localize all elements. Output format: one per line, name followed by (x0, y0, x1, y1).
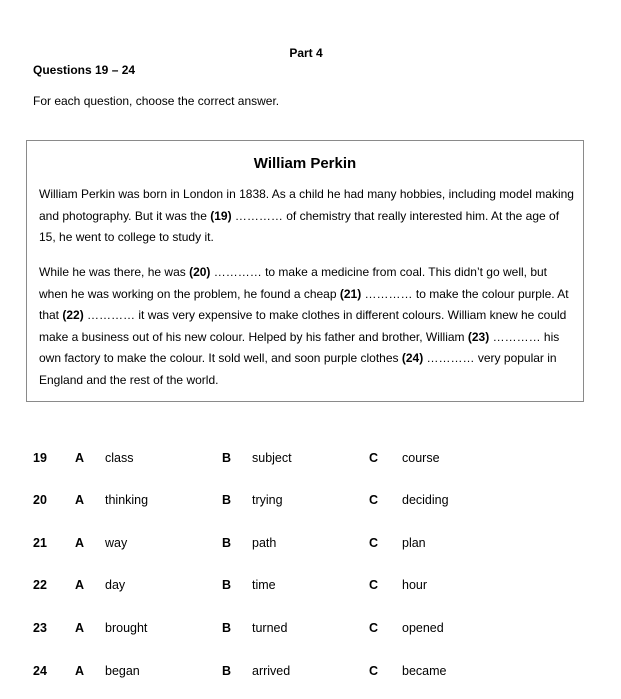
option-a[interactable]: class (105, 451, 134, 465)
option-c-letter: C (369, 536, 379, 550)
gap-20-number: (20) (189, 265, 211, 279)
option-a-letter: A (75, 493, 85, 507)
question-row-22 (0, 578, 621, 594)
passage-paragraph-1 (39, 184, 579, 249)
option-b[interactable]: path (252, 536, 277, 550)
option-b-letter: B (222, 664, 232, 678)
option-c[interactable]: became (402, 664, 447, 678)
option-b[interactable]: subject (252, 451, 292, 465)
option-c[interactable]: plan (402, 536, 426, 550)
option-a[interactable]: day (105, 578, 126, 592)
option-a[interactable]: thinking (105, 493, 149, 507)
questions-range: Questions 19 – 24 (33, 63, 136, 77)
option-a-letter: A (75, 536, 85, 550)
option-c[interactable]: opened (402, 621, 444, 635)
option-b[interactable]: trying (252, 493, 283, 507)
option-c[interactable]: hour (402, 578, 428, 592)
question-number: 23 (33, 621, 47, 635)
option-b-letter: B (222, 493, 232, 507)
option-a-letter: A (75, 578, 85, 592)
part-title: Part 4 (289, 46, 323, 60)
option-b-letter: B (222, 451, 232, 465)
option-c-letter: C (369, 578, 379, 592)
option-c-letter: C (369, 451, 379, 465)
paragraph-text: William Perkin was born in London in 1838. As a child he had many hobbies, including model making and photography. But it was the (39, 187, 574, 223)
question-number: 21 (33, 536, 47, 550)
gap-19-number: (19) (210, 208, 232, 223)
option-a-letter: A (75, 621, 85, 635)
option-b[interactable]: turned (252, 621, 288, 635)
gap-23-number: (23) (467, 329, 490, 344)
passage-box (26, 140, 584, 402)
paragraph-text: ………… to make a medicine from coal. This didn’t go well, but when he was working on the problem, he found a cheap (39, 265, 548, 301)
option-b[interactable]: arrived (252, 664, 291, 678)
option-c-letter: C (369, 621, 379, 635)
question-number: 19 (33, 451, 47, 465)
option-b-letter: B (222, 578, 232, 592)
gap-22-number: (22) (62, 308, 84, 322)
paragraph-text: ………… his own factory to make the colour. It sold well, and soon purple clothes (39, 329, 560, 365)
paragraph-text: ………… to make the colour purple. At that (39, 286, 569, 322)
option-c[interactable]: course (402, 451, 440, 465)
option-a-letter: A (75, 664, 85, 678)
option-c-letter: C (369, 493, 379, 507)
question-number: 24 (33, 664, 47, 678)
question-row-24 (0, 664, 621, 680)
gap-21-number: (21) (339, 286, 362, 301)
question-row-21 (0, 536, 621, 552)
question-row-19 (0, 451, 621, 467)
question-number: 22 (33, 578, 47, 592)
option-a[interactable]: brought (105, 621, 148, 635)
passage-paragraph-2 (39, 262, 579, 391)
option-b[interactable]: time (252, 578, 276, 592)
question-number: 20 (33, 493, 47, 507)
paragraph-text: ………… of chemistry that really interested him. At the age of 15, he went to college to study it. (39, 208, 560, 244)
option-a[interactable]: way (105, 536, 128, 550)
gap-24-number: (24) (401, 351, 424, 365)
option-a[interactable]: began (105, 664, 140, 678)
passage-title: William Perkin (253, 155, 357, 172)
paragraph-text: While he was there, he was (39, 265, 190, 279)
option-c-letter: C (369, 664, 379, 678)
paragraph-text: ………… very popular in England and the rest of the world. (39, 351, 557, 387)
paragraph-text: ………… it was very expensive to make clothes in different colours. William knew he could make a business out of his new colour. Helped by his father and brother, William (39, 308, 567, 344)
option-a-letter: A (75, 451, 85, 465)
option-b-letter: B (222, 621, 232, 635)
question-row-20 (0, 493, 621, 509)
question-row-23 (0, 621, 621, 637)
option-b-letter: B (222, 536, 232, 550)
instructions: For each question, choose the correct answer. (33, 94, 280, 108)
option-c[interactable]: deciding (402, 493, 449, 507)
